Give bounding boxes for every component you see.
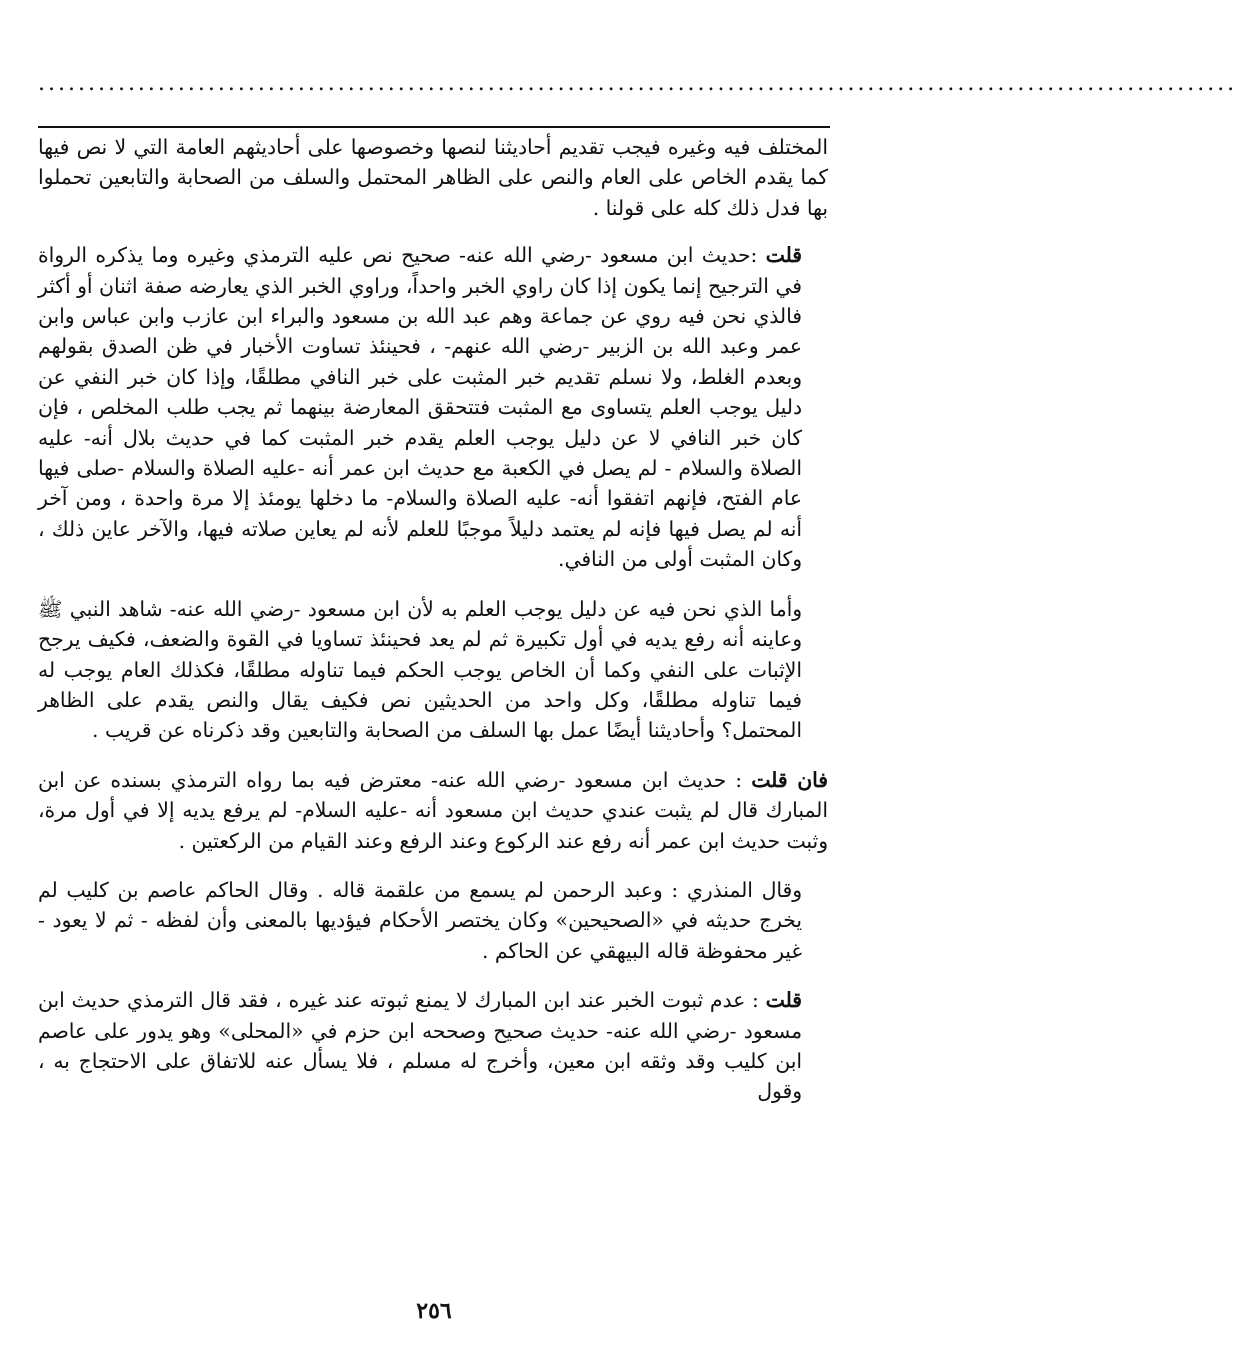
- paragraph-6: [38, 985, 802, 1107]
- paragraph-2: [38, 240, 802, 574]
- paragraph-4-lead: فان قلت: [751, 767, 828, 792]
- paragraph-4-text: : حديث ابن مسعود -رضي الله عنه- معترض فيه بما رواه الترمذي بسنده عن ابن المبارك قال لم يثبت عندي حديث ابن مسعود أنه -عليه السلام- لم يرفع يديه إلا في أول مرة، وثبت حديث ابن عمر أنه رفع عند الركوع وعند الرفع وعند القيام من الركعتين .: [38, 767, 828, 853]
- paragraph-5-text: وقال المنذري : وعبد الرحمن لم يسمع من علقمة قاله . وقال الحاكم عاصم بن كليب لم يخرج حديثه في «الصحيحين» وكان يختصر الأحكام فيؤديها بالمعنى وأن لفظه - ثم لا يعود - غير محفوظة قاله البيهقي عن الحاكم .: [38, 877, 802, 963]
- paragraph-6-lead: قلت: [765, 988, 802, 1013]
- header-dotted-line: ........................................................................................................................: [38, 71, 1237, 96]
- paragraph-1-text: المختلف فيه وغيره فيجب تقديم أحاديثنا لنصها وخصوصها على أحاديثهم العامة التي لا نص فيها كما يقدم الخاص على العام والنص على الظاهر المحتمل والسلف من الصحابة والتابعين تحملوا بها فدل ذلك كله على قولنا .: [38, 135, 828, 220]
- page-number: ٢٥٦: [416, 1298, 452, 1324]
- paragraph-1: [38, 132, 828, 223]
- paragraph-5: [38, 875, 802, 966]
- paragraph-2-text: :حديث ابن مسعود -رضي الله عنه- صحيح نص عليه الترمذي وغيره وما يذكره الرواة في الترجيح إنما يكون إذا كان راوي الخبر واحداً، وراوي الخبر الذي يعارضه صفة اثنان أو أكثر فالذي نحن فيه روي عن جماعة وهم عبد الله بن مسعود والبراء ابن عازب وابن عباس وابن عمر وعبد الله بن الزبير -رضي الله عنهم- ، فحينئذ تساوت الأخبار في ظن الصدق بقولهم وبعدم الغلط، ولا نسلم تقديم خبر المثبت على خبر النافي مطلقًا، وإذا كان خبر النفي عن دليل يوجب العلم يتساوى مع المثبت فتتحقق المعارضة بينهما ثم يجب طلب المخلص ، فإن كان خبر النافي لا عن دليل يوجب العلم يقدم خبر المثبت كما في حديث بلال أنه- عليه الصلاة والسلام - لم يصل في الكعبة مع حديث ابن عمر أنه -عليه الصلاة والسلام -صلى فيها عام الفتح، فإنهم اتفقوا أنه- عليه الصلاة والسلام- ما دخلها يومئذ إلا مرة واحدة ، ومن آخر أنه لم يصل فيها فإنه لم يعتمد دليلاً موجبًا للعلم لأنه لم يعاين صلاته فيها، والآخر عاين ذلك ، وكان المثبت أولى من النافي.: [38, 243, 802, 572]
- paragraph-3: [38, 594, 802, 746]
- paragraph-6-text: : عدم ثبوت الخبر عند ابن المبارك لا يمنع ثبوته عند غيره ، فقد قال الترمذي حديث ابن مسعود -رضي الله عنه- حديث صحيح وصححه ابن حزم في «المحلى» وهو يدور على عاصم ابن كليب وقد وثقه ابن معين، وأخرج له مسلم ، فلا يسأل عنه للاتفاق على الاحتجاج به ، وقول: [38, 988, 802, 1104]
- paragraph-2-lead: قلت: [765, 243, 802, 268]
- paragraph-4: [38, 765, 828, 856]
- header-rule: [38, 126, 830, 128]
- paragraph-3-text: وأما الذي نحن فيه عن دليل يوجب العلم به لأن ابن مسعود -رضي الله عنه- شاهد النبي ﷺ وعاينه أنه رفع يديه في أول تكبيرة ثم لم يعد فحينئذ تساويا في القوة والضعف، فكيف يرجح الإثبات على النفي وكما أن الخاص يوجب الحكم فيما تناوله مطلقًا، فكذلك العام يوجب له فيما تناوله مطلقًا، وكل واحد من الحديثين نص فكيف يقال والنص يقدم على الظاهر المحتمل؟ وأحاديثنا أيضًا عمل بها السلف من الصحابة والتابعين وقد ذكرناه عن قريب .: [38, 596, 802, 743]
- body-text: [38, 132, 828, 1126]
